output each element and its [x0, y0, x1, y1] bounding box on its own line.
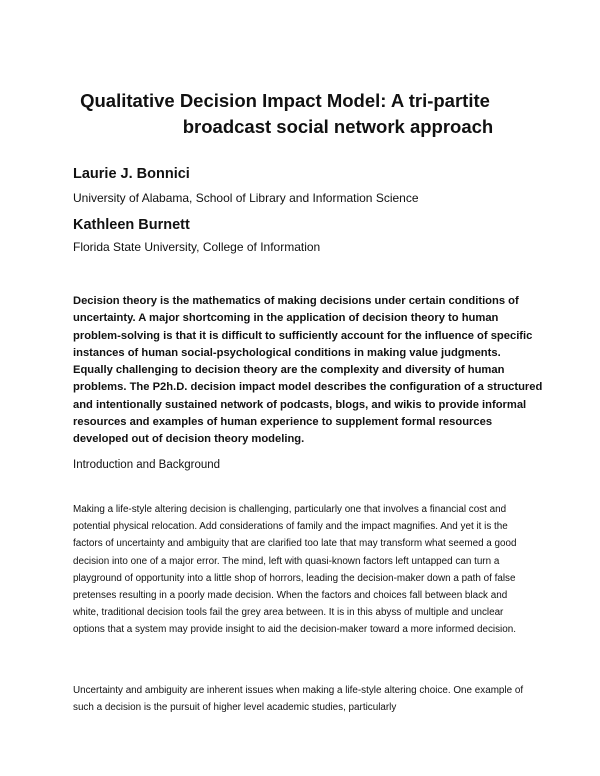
- author-affiliation-1: University of Alabama, School of Library and Information Science: [73, 191, 419, 205]
- author-name-1: Laurie J. Bonnici: [73, 166, 190, 182]
- title-line-1: Qualitative Decision Impact Model: A tri-partite: [80, 90, 490, 111]
- author-affiliation-2: Florida State University, College of Information: [73, 240, 321, 254]
- section-heading: Introduction and Background: [73, 459, 221, 471]
- abstract: Decision theory is the mathematics of making decisions under certain conditions of uncertainty. A major shortcoming in the application of decision theory to human problem-solving is that it is difficult to sufficiently account for the influence of specific instances of human social-psychological conditions in making value judgments. Equally challenging to decision theory are the complexity and diversity of human problems. The P2h.D. decision impact model describes the configuration of a structured and intentionally sustained network of podcasts, blogs, and wikis to provide informal resources and examples of human experience to supplement formal resources developed out of decision theory modeling.: [73, 295, 543, 446]
- body-paragraph-2: Uncertainty and ambiguity are inherent issues when making a life-style altering choice. One example of such a decision is the pursuit of higher level academic studies, particularly: [73, 685, 524, 714]
- body-paragraph-1: Making a life-style altering decision is challenging, particularly one that involves a financial cost and potential physical relocation. Add considerations of family and the impact magnifies. And yet it is the factors of uncertainty and ambiguity that are clarified too late that may transform what seemed a good decision into one of a major error. The mind, left with quasi-known factors left untapped can turn a playground of opportunity into a little shop of horrors, leading the decision-maker down a path of false pretenses resulting in a poorly made decision. When the factors and choices fall between black and white, traditional decision tools fail the grey area between. It is in this abyss of multiple and unclear options that a system may provide insight to aid the decision-maker toward a more informed decision.: [73, 504, 517, 636]
- author-name-2: Kathleen Burnett: [73, 217, 190, 233]
- title-line-2: broadcast social network approach: [182, 116, 494, 137]
- paper-title: [40, 88, 560, 140]
